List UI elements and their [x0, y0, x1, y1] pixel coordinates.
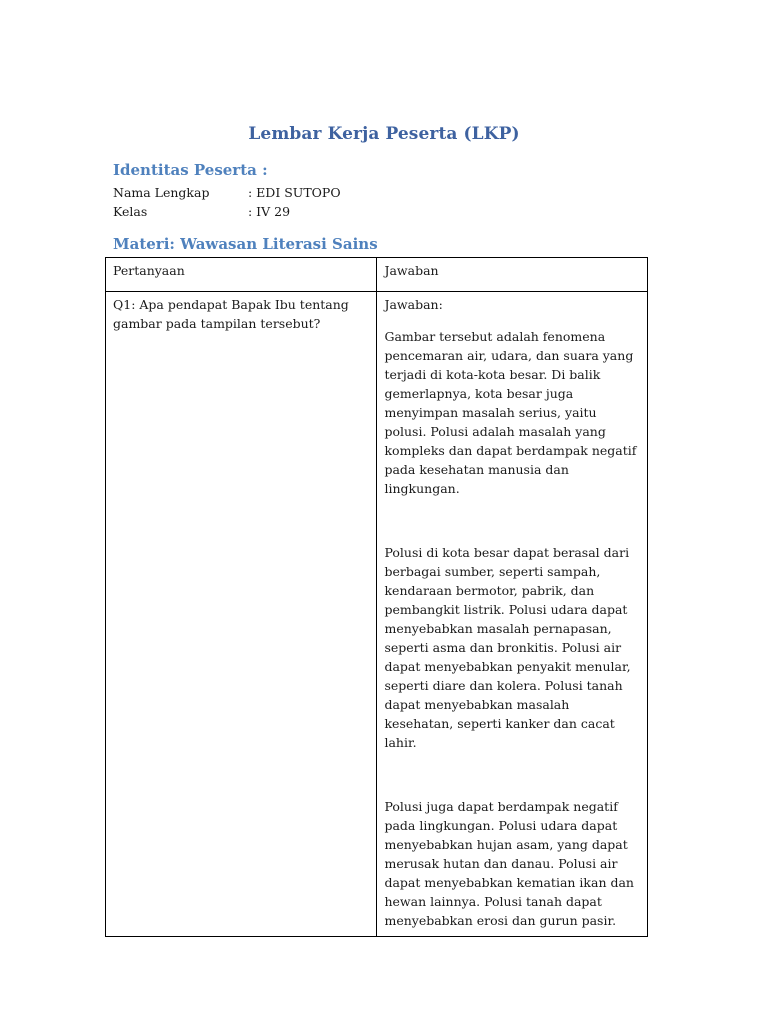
answer-paragraph: Gambar tersebut adalah fenomena pencemaran air, udara, dan suara yang terjadi di kota-kota besar. Di balik gemerlapnya, kota besar juga menyimpan masalah serius, yaitu polusi. Polusi adalah masalah yang kompleks dan dapat berdampak negatif pada kesehatan manusia dan lingkungan. — [384, 329, 637, 496]
table-header-row — [106, 258, 648, 292]
qa-table — [105, 257, 648, 937]
field-value: : EDI SUTOPO — [248, 185, 341, 200]
identity-heading: Identitas Peserta : — [113, 161, 268, 179]
answer-paragraph: Polusi juga dapat berdampak negatif pada lingkungan. Polusi udara dapat menyebabkan hujan asam, yang dapat merusak hutan dan danau. Polusi air dapat menyebabkan kematian ikan dan hewan lainnya. Polusi tanah dapat menyebabkan erosi dan gurun pasir. — [384, 799, 634, 928]
field-value: : IV 29 — [248, 204, 291, 219]
header-question: Pertanyaan — [106, 258, 377, 292]
answer-paragraph: Polusi di kota besar dapat berasal dari berbagai sumber, seperti sampah, kendaraan bermotor, pabrik, dan pembangkit listrik. Polusi udara dapat menyebabkan masalah pernapasan, seperti asma dan bronkitis. Polusi air dapat menyebabkan penyakit menular, seperti diare dan kolera. Polusi tanah dapat menyebabkan masalah kesehatan, seperti kanker dan cacat lahir. — [384, 545, 631, 750]
field-label: Nama Lengkap — [113, 185, 210, 200]
answer-cell — [377, 292, 648, 937]
materi-heading: Materi: Wawasan Literasi Sains — [113, 235, 378, 253]
table-row — [106, 292, 648, 937]
field-label: Kelas — [113, 204, 148, 219]
document-title: Lembar Kerja Peserta (LKP) — [248, 124, 520, 144]
header-answer: Jawaban — [377, 258, 648, 292]
answer-label: Jawaban: — [384, 297, 443, 312]
question-cell: Q1: Apa pendapat Bapak Ibu tentang gambar pada tampilan tersebut? — [106, 292, 377, 937]
